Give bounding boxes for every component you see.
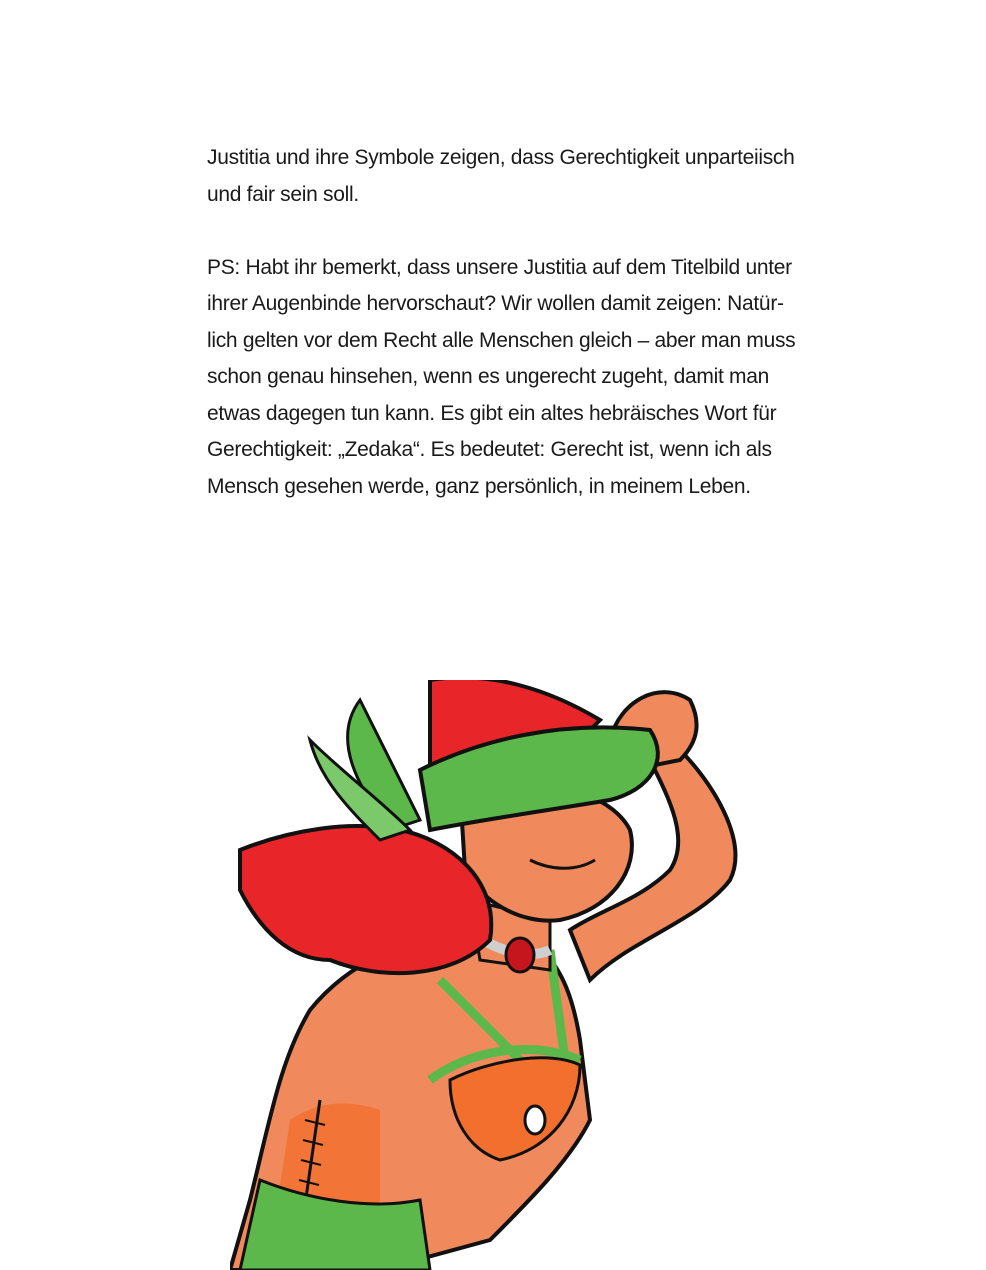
text-line: schon genau hinsehen, wenn es ungerecht zugeht, damit man <box>207 365 769 388</box>
body-text <box>207 140 887 505</box>
text-line: Mensch gesehen werde, ganz persönlich, in meinem Leben. <box>207 474 751 498</box>
justitia-illustration <box>230 680 760 1270</box>
text-line: und fair sein soll. <box>207 182 359 206</box>
text-line: ihrer Augenbinde hervorschaut? Wir wollen damit zeigen: Natür- <box>207 292 784 315</box>
paragraph-ps <box>207 250 887 506</box>
text-line: Gerechtigkeit: „Zedaka“. Es bedeutet: Gerecht ist, wenn ich als <box>207 438 772 461</box>
paragraph-symbols <box>207 140 887 213</box>
text-line: etwas dagegen tun kann. Es gibt ein altes hebräisches Wort für <box>207 401 777 425</box>
text-line: lich gelten vor dem Recht alle Menschen gleich – aber man muss <box>207 328 796 352</box>
text-line: PS: Habt ihr bemerkt, dass unsere Justitia auf dem Titelbild unter <box>207 255 792 279</box>
text-line: Justitia und ihre Symbole zeigen, dass Gerechtigkeit unparteiisch <box>207 146 795 169</box>
